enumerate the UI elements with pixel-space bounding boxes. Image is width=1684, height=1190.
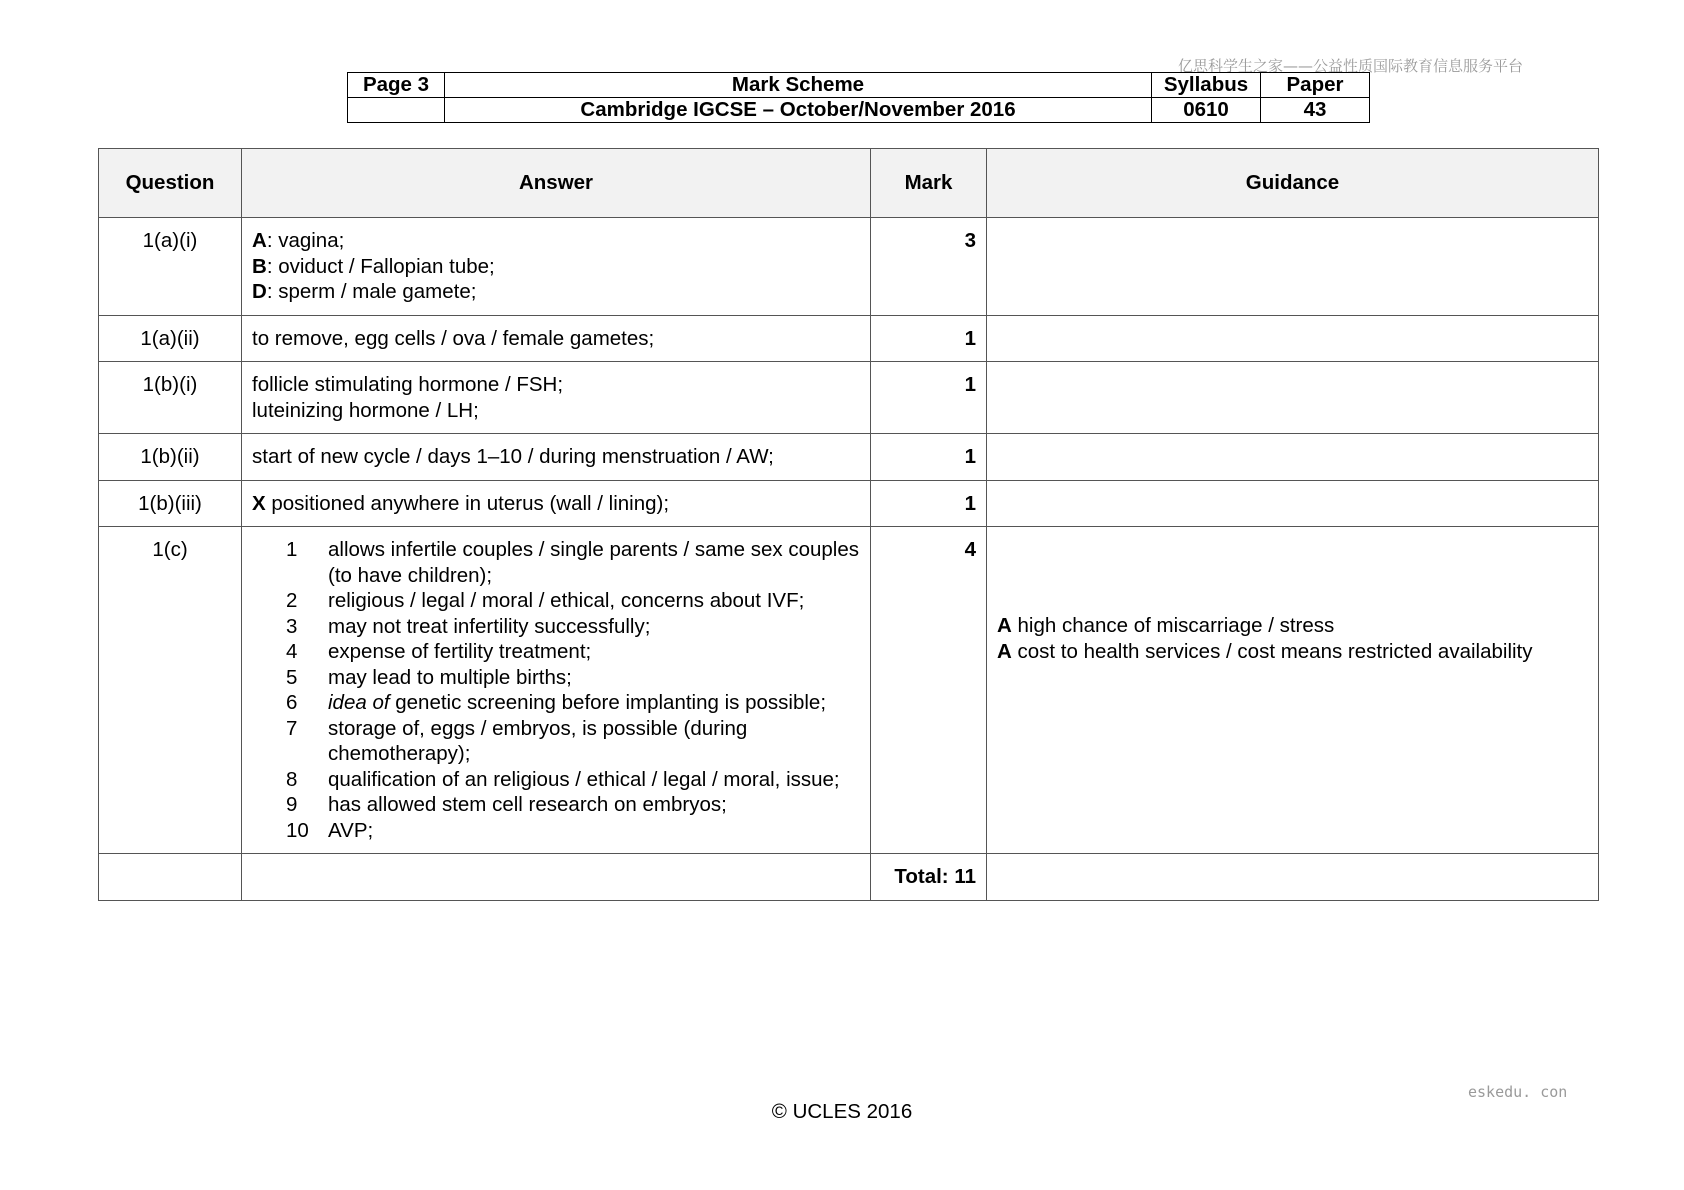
table-row — [99, 315, 1599, 362]
header-blank — [348, 98, 445, 123]
question-cell: 1(a)(i) — [99, 218, 242, 316]
header-title: Mark Scheme — [445, 73, 1152, 98]
list-item: 10 AVP; — [286, 818, 374, 842]
guidance-line: A high chance of miscarriage / stress — [997, 614, 1335, 637]
answer-cell: start of new cycle / days 1–10 / during menstruation / AW; — [242, 434, 871, 481]
guidance-cell — [987, 315, 1599, 362]
table-row — [99, 218, 1599, 316]
answer-line: D: sperm / male gamete; — [252, 280, 477, 303]
list-item: 1 allows infertile couples / single parents / same sex couples (to have children); — [286, 538, 859, 587]
answer-line: follicle stimulating hormone / FSH; — [252, 373, 564, 396]
answer-line: A: vagina; — [252, 229, 345, 252]
total-row — [99, 854, 1599, 901]
table-header-row — [99, 149, 1599, 218]
answer-cell — [242, 362, 871, 434]
copyright-footer: © UCLES 2016 — [771, 1100, 913, 1123]
mark-cell: 1 — [871, 362, 987, 434]
question-cell — [99, 854, 242, 901]
answer-cell: to remove, egg cells / ova / female gametes; — [242, 315, 871, 362]
list-item: 6 idea of genetic screening before implanting is possible; — [286, 691, 827, 714]
list-item: 7 storage of, eggs / embryos, is possible (during chemotherapy); — [286, 716, 748, 765]
question-cell: 1(b)(i) — [99, 362, 242, 434]
column-header-question: Question — [99, 149, 242, 218]
list-item: 9 has allowed stem cell research on embryos; — [286, 793, 727, 816]
guidance-cell — [987, 218, 1599, 316]
guidance-cell — [987, 854, 1599, 901]
header-syllabus-label: Syllabus — [1152, 73, 1261, 98]
guidance-cell — [987, 362, 1599, 434]
answer-line: luteinizing hormone / LH; — [252, 398, 479, 422]
column-header-answer: Answer — [242, 149, 871, 218]
guidance-cell — [987, 480, 1599, 527]
table-row — [99, 434, 1599, 481]
header-exam: Cambridge IGCSE – October/November 2016 — [445, 98, 1152, 123]
answer-cell — [242, 854, 871, 901]
column-header-mark: Mark — [871, 149, 987, 218]
marking-points-list — [252, 537, 860, 843]
column-header-guidance: Guidance — [987, 149, 1599, 218]
guidance-line: A cost to health services / cost means restricted availability — [997, 639, 1533, 663]
answer-cell — [242, 218, 871, 316]
mark-cell: 1 — [871, 315, 987, 362]
watermark-bottom: eskedu. con — [1468, 1083, 1568, 1101]
table-row — [99, 480, 1599, 527]
table-row — [99, 362, 1599, 434]
answer-cell: X positioned anywhere in uterus (wall / lining); — [242, 480, 871, 527]
header-paper-label: Paper — [1261, 73, 1370, 98]
header-table — [347, 72, 1370, 123]
mark-scheme-table — [98, 148, 1599, 901]
mark-cell: 1 — [871, 434, 987, 481]
mark-cell: 1 — [871, 480, 987, 527]
watermark-top: 亿思科学生之家——公益性质国际教育信息服务平台 — [1178, 57, 1524, 75]
list-item: 8 qualification of an religious / ethical / legal / moral, issue; — [286, 767, 840, 791]
header-paper: 43 — [1261, 98, 1370, 123]
table-row — [99, 527, 1599, 854]
total-mark: Total: 11 — [871, 854, 987, 901]
answer-line: B: oviduct / Fallopian tube; — [252, 254, 495, 278]
list-item: 2 religious / legal / moral / ethical, concerns about IVF; — [286, 589, 805, 612]
header-syllabus: 0610 — [1152, 98, 1261, 123]
question-cell: 1(b)(iii) — [99, 480, 242, 527]
guidance-cell — [987, 434, 1599, 481]
question-cell: 1(b)(ii) — [99, 434, 242, 481]
mark-cell: 4 — [871, 527, 987, 854]
question-cell: 1(a)(ii) — [99, 315, 242, 362]
question-cell: 1(c) — [99, 527, 242, 854]
answer-cell — [242, 527, 871, 854]
list-item: 5 may lead to multiple births; — [286, 665, 572, 689]
guidance-cell — [987, 527, 1599, 854]
list-item: 4 expense of fertility treatment; — [286, 640, 592, 663]
header-page: Page 3 — [348, 73, 445, 98]
mark-cell: 3 — [871, 218, 987, 316]
list-item: 3 may not treat infertility successfully; — [286, 614, 651, 638]
